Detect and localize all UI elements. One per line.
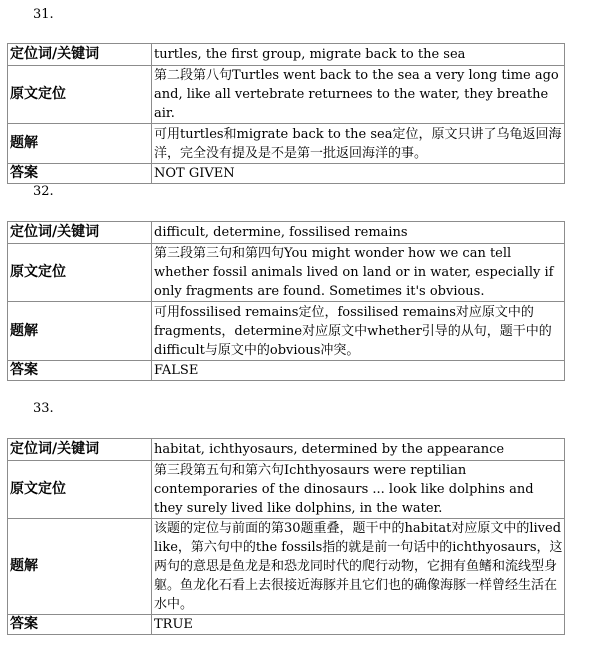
row-value-keywords: habitat, ichthyosaurs, determined by the appearance bbox=[152, 439, 565, 461]
row-label-answer: 答案 bbox=[8, 164, 152, 184]
row-value-explanation: 可用turtles和migrate back to the sea定位，原文只讲了乌龟返回海洋，完全没有提及是不是第一批返回海洋的事。 bbox=[152, 124, 565, 164]
question-number-31: 31. bbox=[33, 7, 54, 22]
table-row bbox=[8, 302, 565, 361]
table-row bbox=[8, 439, 565, 461]
table-row bbox=[8, 244, 565, 302]
row-value-answer: NOT GIVEN bbox=[152, 164, 565, 184]
table-row bbox=[8, 361, 565, 381]
row-label-explanation: 题解 bbox=[8, 302, 152, 361]
row-label-original-location: 原文定位 bbox=[8, 66, 152, 124]
row-value-keywords: difficult, determine, fossilised remains bbox=[152, 222, 565, 244]
answer-table-31 bbox=[7, 43, 565, 184]
table-row bbox=[8, 44, 565, 66]
table-row bbox=[8, 519, 565, 615]
table-row bbox=[8, 164, 565, 184]
row-label-keywords: 定位词/关键词 bbox=[8, 222, 152, 244]
row-value-answer: TRUE bbox=[152, 615, 565, 635]
row-label-explanation: 题解 bbox=[8, 519, 152, 615]
row-value-original-location: 第三段第五句和第六句Ichthyosaurs were reptilian contemporaries of the dinosaurs ... look like dolphins and they surely lived like dolphins, in the water. bbox=[152, 461, 565, 519]
table-row bbox=[8, 615, 565, 635]
row-label-original-location: 原文定位 bbox=[8, 461, 152, 519]
table-row bbox=[8, 124, 565, 164]
answer-table-32 bbox=[7, 221, 565, 381]
row-value-keywords: turtles, the first group, migrate back to the sea bbox=[152, 44, 565, 66]
question-number-33: 33. bbox=[33, 401, 54, 416]
row-label-explanation: 题解 bbox=[8, 124, 152, 164]
table-row bbox=[8, 66, 565, 124]
table-row bbox=[8, 461, 565, 519]
table-row bbox=[8, 222, 565, 244]
row-value-explanation: 可用fossilised remains定位，fossilised remains对应原文中的fragments，determine对应原文中whether引导的从句，题干中的difficult与原文中的obvious冲突。 bbox=[152, 302, 565, 361]
row-label-keywords: 定位词/关键词 bbox=[8, 439, 152, 461]
row-value-explanation: 该题的定位与前面的第30题重叠，题干中的habitat对应原文中的lived like，第六句中的the fossils指的就是前一句话中的ichthyosaurs，这两句的意思是鱼龙是和恐龙同时代的爬行动物，它拥有鱼鳍和流线型身躯。鱼龙化石看上去很接近海豚并且它们也的确像海豚一样曾经生活在水中。 bbox=[152, 519, 565, 615]
row-label-answer: 答案 bbox=[8, 615, 152, 635]
row-value-original-location: 第二段第八句Turtles went back to the sea a very long time ago and, like all vertebrate returnees to the water, they breathe air. bbox=[152, 66, 565, 124]
row-label-keywords: 定位词/关键词 bbox=[8, 44, 152, 66]
row-label-original-location: 原文定位 bbox=[8, 244, 152, 302]
row-value-original-location: 第三段第三句和第四句You might wonder how we can tell whether fossil animals lived on land or in water, especially if only fragments are found. Sometimes it's obvious. bbox=[152, 244, 565, 302]
row-value-answer: FALSE bbox=[152, 361, 565, 381]
row-label-answer: 答案 bbox=[8, 361, 152, 381]
answer-table-33 bbox=[7, 438, 565, 635]
question-number-32: 32. bbox=[33, 184, 54, 199]
